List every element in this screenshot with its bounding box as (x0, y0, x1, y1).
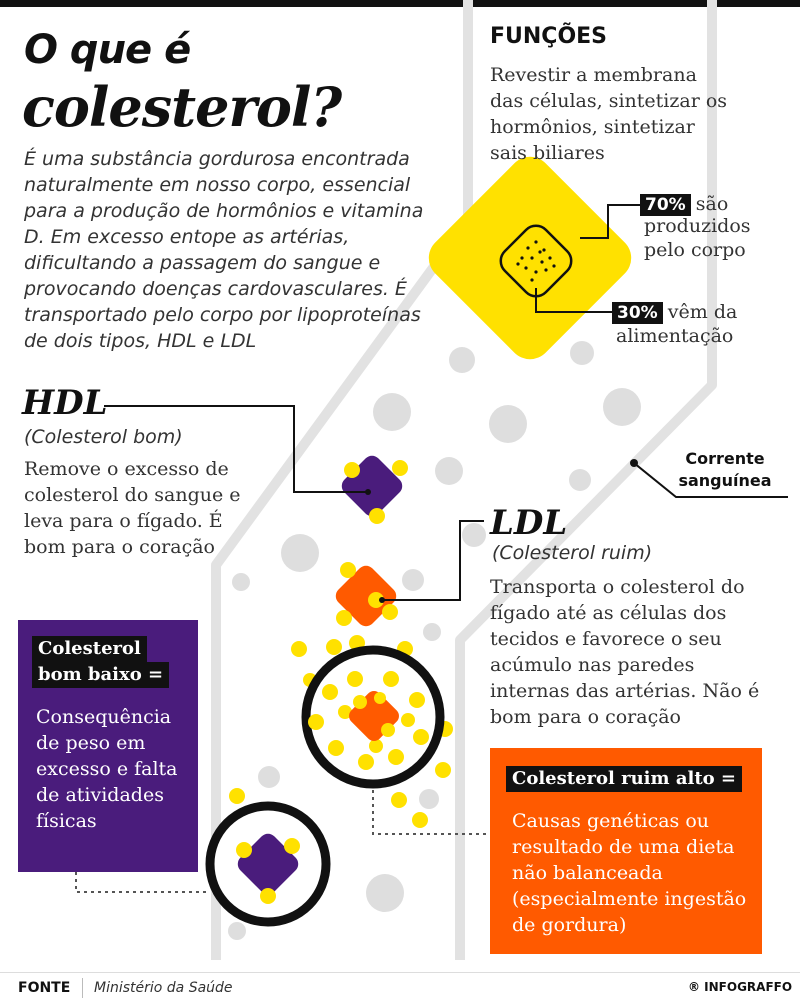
ldl-heading: LDL (490, 503, 568, 543)
functions-text: Revestir a membrana das células, sintetizar os hormônios, sintetizar sais biliares (490, 64, 728, 164)
pct-30-text-b: alimentação (616, 325, 734, 347)
pct-70-text-a: são (695, 193, 729, 215)
low-hdl-connector (76, 872, 208, 892)
low-hdl-text: Consequência de peso em excesso e falta de atividades físicas (36, 706, 178, 832)
ldl-subtitle: (Colesterol ruim) (492, 542, 653, 564)
footer-source-label: FONTE (18, 980, 71, 996)
footer-source: Ministério da Saúde (94, 980, 233, 996)
low-hdl-box (18, 620, 198, 872)
page-title-line1: O que é (24, 27, 191, 73)
pct-70-badge: 70% (640, 194, 691, 216)
low-hdl-tag-line1: Colesterol (32, 636, 147, 662)
ldl-text: Transporta o colesterol do fígado até as células dos tecidos e favorece o seu acúmulo nas paredes internas das artérias. Não é bom para o coração (490, 576, 760, 728)
high-ldl-box (490, 748, 762, 954)
cholesterol-diamond (420, 148, 641, 369)
page-title-line2: colesterol? (22, 75, 342, 139)
pct-70-text-c: pelo corpo (644, 239, 746, 261)
pct-30-badge: 30% (612, 302, 663, 324)
pct-30-block (612, 300, 737, 324)
bloodstream-label-line2: sanguínea (678, 471, 772, 490)
pct-70-block (640, 192, 728, 216)
functions-heading: FUNÇÕES (490, 24, 608, 49)
bloodstream-label-line1: Corrente (685, 449, 765, 468)
footer-credit: ® INFOGRAFFO (688, 980, 793, 994)
intro-paragraph: É uma substância gordurosa encontrada naturalmente em nosso corpo, essencial para a produção de hormônios e vitamina D. Em excesso entope as artérias, dificultando a passagem do sangue e provocando doenças cardovasculares. É transportado pelo corpo por lipoproteínas de dois tipos, HDL e LDL (24, 148, 424, 352)
bloodstream-label (660, 448, 790, 492)
hdl-heading: HDL (22, 383, 108, 423)
high-ldl-text: Causas genéticas ou resultado de uma dieta não balanceada (especialmente ingestão de gordura) (512, 810, 747, 936)
pct-70-text-b: produzidos (644, 215, 751, 237)
pct-30-text-a: vêm da (667, 301, 738, 323)
high-ldl-tag: Colesterol ruim alto = (506, 766, 742, 792)
footer-divider (82, 978, 83, 998)
hdl-subtitle: (Colesterol bom) (24, 426, 183, 448)
low-hdl-tag-line2: bom baixo = (32, 662, 169, 688)
hdl-text: Remove o excesso de colesterol do sangue e leva para o fígado. É bom para o coração (24, 458, 241, 558)
